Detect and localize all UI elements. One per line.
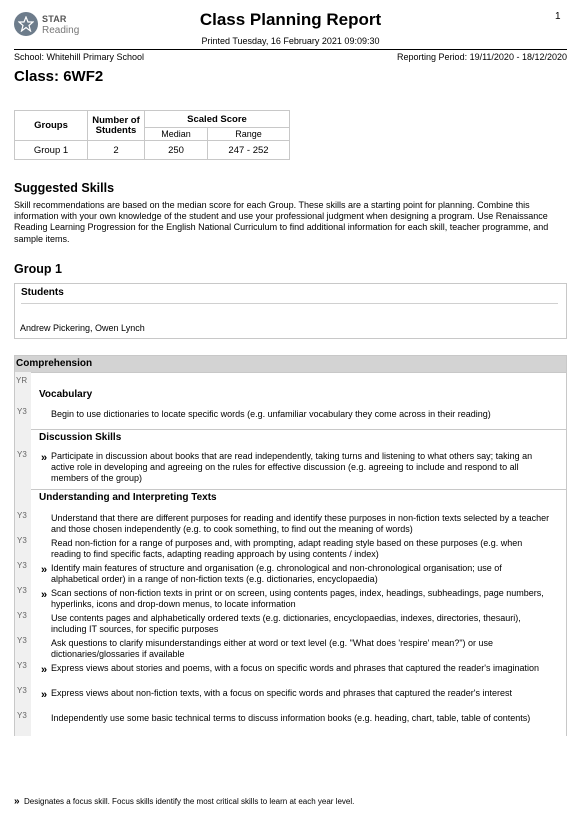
comprehension-label: Comprehension [16,358,93,369]
divider [31,489,566,490]
cell-median: 250 [145,141,208,160]
skill-year: Y3 [17,661,27,670]
skill-text: Express views about non-fiction texts, with a focus on specific words and phrases that captured the reader's interest [51,688,512,698]
skill-text: Participate in discussion about books that are read independently, taking turns and listening to what others say; taking an active role in developing and agreeing on the rules for effective discussion (e.g. agreeing to include and respond to all members of the group) [51,451,533,483]
focus-skill-marker: » [41,589,48,601]
section-title-understanding: Understanding and Interpreting Texts [39,492,217,503]
skill-text: Independently use some basic technical terms to discuss information books (e.g. heading, chart, table, table of contents) [51,713,531,723]
col-number-header: Number of Students [88,111,145,141]
skill-year: Y3 [17,636,27,645]
skill-year: Y3 [17,450,27,459]
suggested-skills-intro: Skill recommendations are based on the median score for each Group. These skills are a starting point for planning. Combine this information with your own knowledge of the student and use your professional judgment when designing a program. Use Renaissance Reading Learning Progression for the English National Curriculum to find additional information for each skill, teacher programme, and sample items. [14,200,549,244]
school-name: School: Whitehill Primary School [14,52,145,62]
col-median-header: Median [145,128,208,141]
focus-skill-marker: » [41,564,48,576]
page-number: 1 [555,11,561,22]
focus-skill-marker: » [41,689,48,701]
skill-text: Use contents pages and alphabetically ordered texts (e.g. dictionaries, encyclopaedias, indexes, directories, thesauri), including IT sources, for specific purposes [51,613,521,634]
students-divider [21,303,558,304]
skill-text: Identify main features of structure and organisation (e.g. chronological and non-chronological organisation; use of alphabetical order) in a range of non-fiction texts (e.g. dictionaries, encyclopaedia) [51,563,502,584]
skill-year: Y3 [17,561,27,570]
skill-year: Y3 [17,586,27,595]
divider [31,372,566,373]
skill-text: Express views about stories and poems, with a focus on specific words and phrases that captured the reader's imagination [51,663,539,673]
comprehension-section [14,355,567,736]
students-box [14,283,567,339]
skill-year: Y3 [17,611,27,620]
year-column [15,372,31,736]
skill-text: Understand that there are different purposes for reading and identify these purposes in non-fiction texts selected by a teacher and those chosen independently (e.g. to cook something, to find out the meaning of words) [51,513,550,534]
students-label: Students [21,287,64,298]
cell-number: 2 [88,141,145,160]
skill-text: Begin to use dictionaries to locate specific words (e.g. unfamiliar vocabulary they come across in their reading) [51,409,491,419]
printed-date: Printed Tuesday, 16 February 2021 09:09:30 [201,36,380,46]
reporting-period: Reporting Period: 19/11/2020 - 18/12/2020 [397,52,567,62]
suggested-skills-heading: Suggested Skills [14,181,115,195]
class-title: Class: 6WF2 [14,68,104,85]
students-list: Andrew Pickering, Owen Lynch [20,323,145,333]
focus-skill-footnote [14,796,354,807]
report-title: Class Planning Report [199,10,382,29]
table-row [15,141,290,160]
logo-brand: STAR [42,14,67,24]
footnote-focus-marker: » [14,796,20,807]
focus-skill-marker: » [41,664,48,676]
cell-group: Group 1 [15,141,88,160]
col-range-header: Range [208,128,290,141]
cell-range: 247 - 252 [208,141,290,160]
skill-year: Y3 [17,536,27,545]
skill-text: Ask questions to clarify misunderstandings either at word or text level (e.g. "What does 'respire' mean?") or use dictionaries/glossaries if available [51,638,494,659]
skill-text: Scan sections of non-fiction texts in print or on screen, using contents pages, index, headings, subheadings, page numbers, hyperlinks, icons and drop-down menus, to locate information [51,588,544,609]
group-heading: Group 1 [14,262,62,276]
section-title-vocabulary: Vocabulary [39,389,93,400]
footnote-text: Designates a focus skill. Focus skills identify the most critical skills to learn at each year level. [24,797,355,806]
logo-product: Reading [42,25,80,36]
skill-year: Y3 [17,407,27,416]
skill-year: Y3 [17,711,27,720]
skill-year: Y3 [17,511,27,520]
col-scaled-score-header: Scaled Score [145,111,290,128]
section-title-discussion-skills: Discussion Skills [39,432,122,443]
focus-skill-marker: » [41,452,48,464]
header-divider [14,49,567,50]
yr-column-label: YR [16,376,28,385]
divider [31,429,566,430]
col-groups-header: Groups [15,111,88,141]
skill-year: Y3 [17,686,27,695]
skill-text: Read non-fiction for a range of purposes and, with prompting, adapt reading style based on these purposes (e.g. when reading to find specific facts, adapting reading approach by using contents / index) [51,538,523,559]
comprehension-header [15,356,566,372]
groups-table [14,110,290,160]
